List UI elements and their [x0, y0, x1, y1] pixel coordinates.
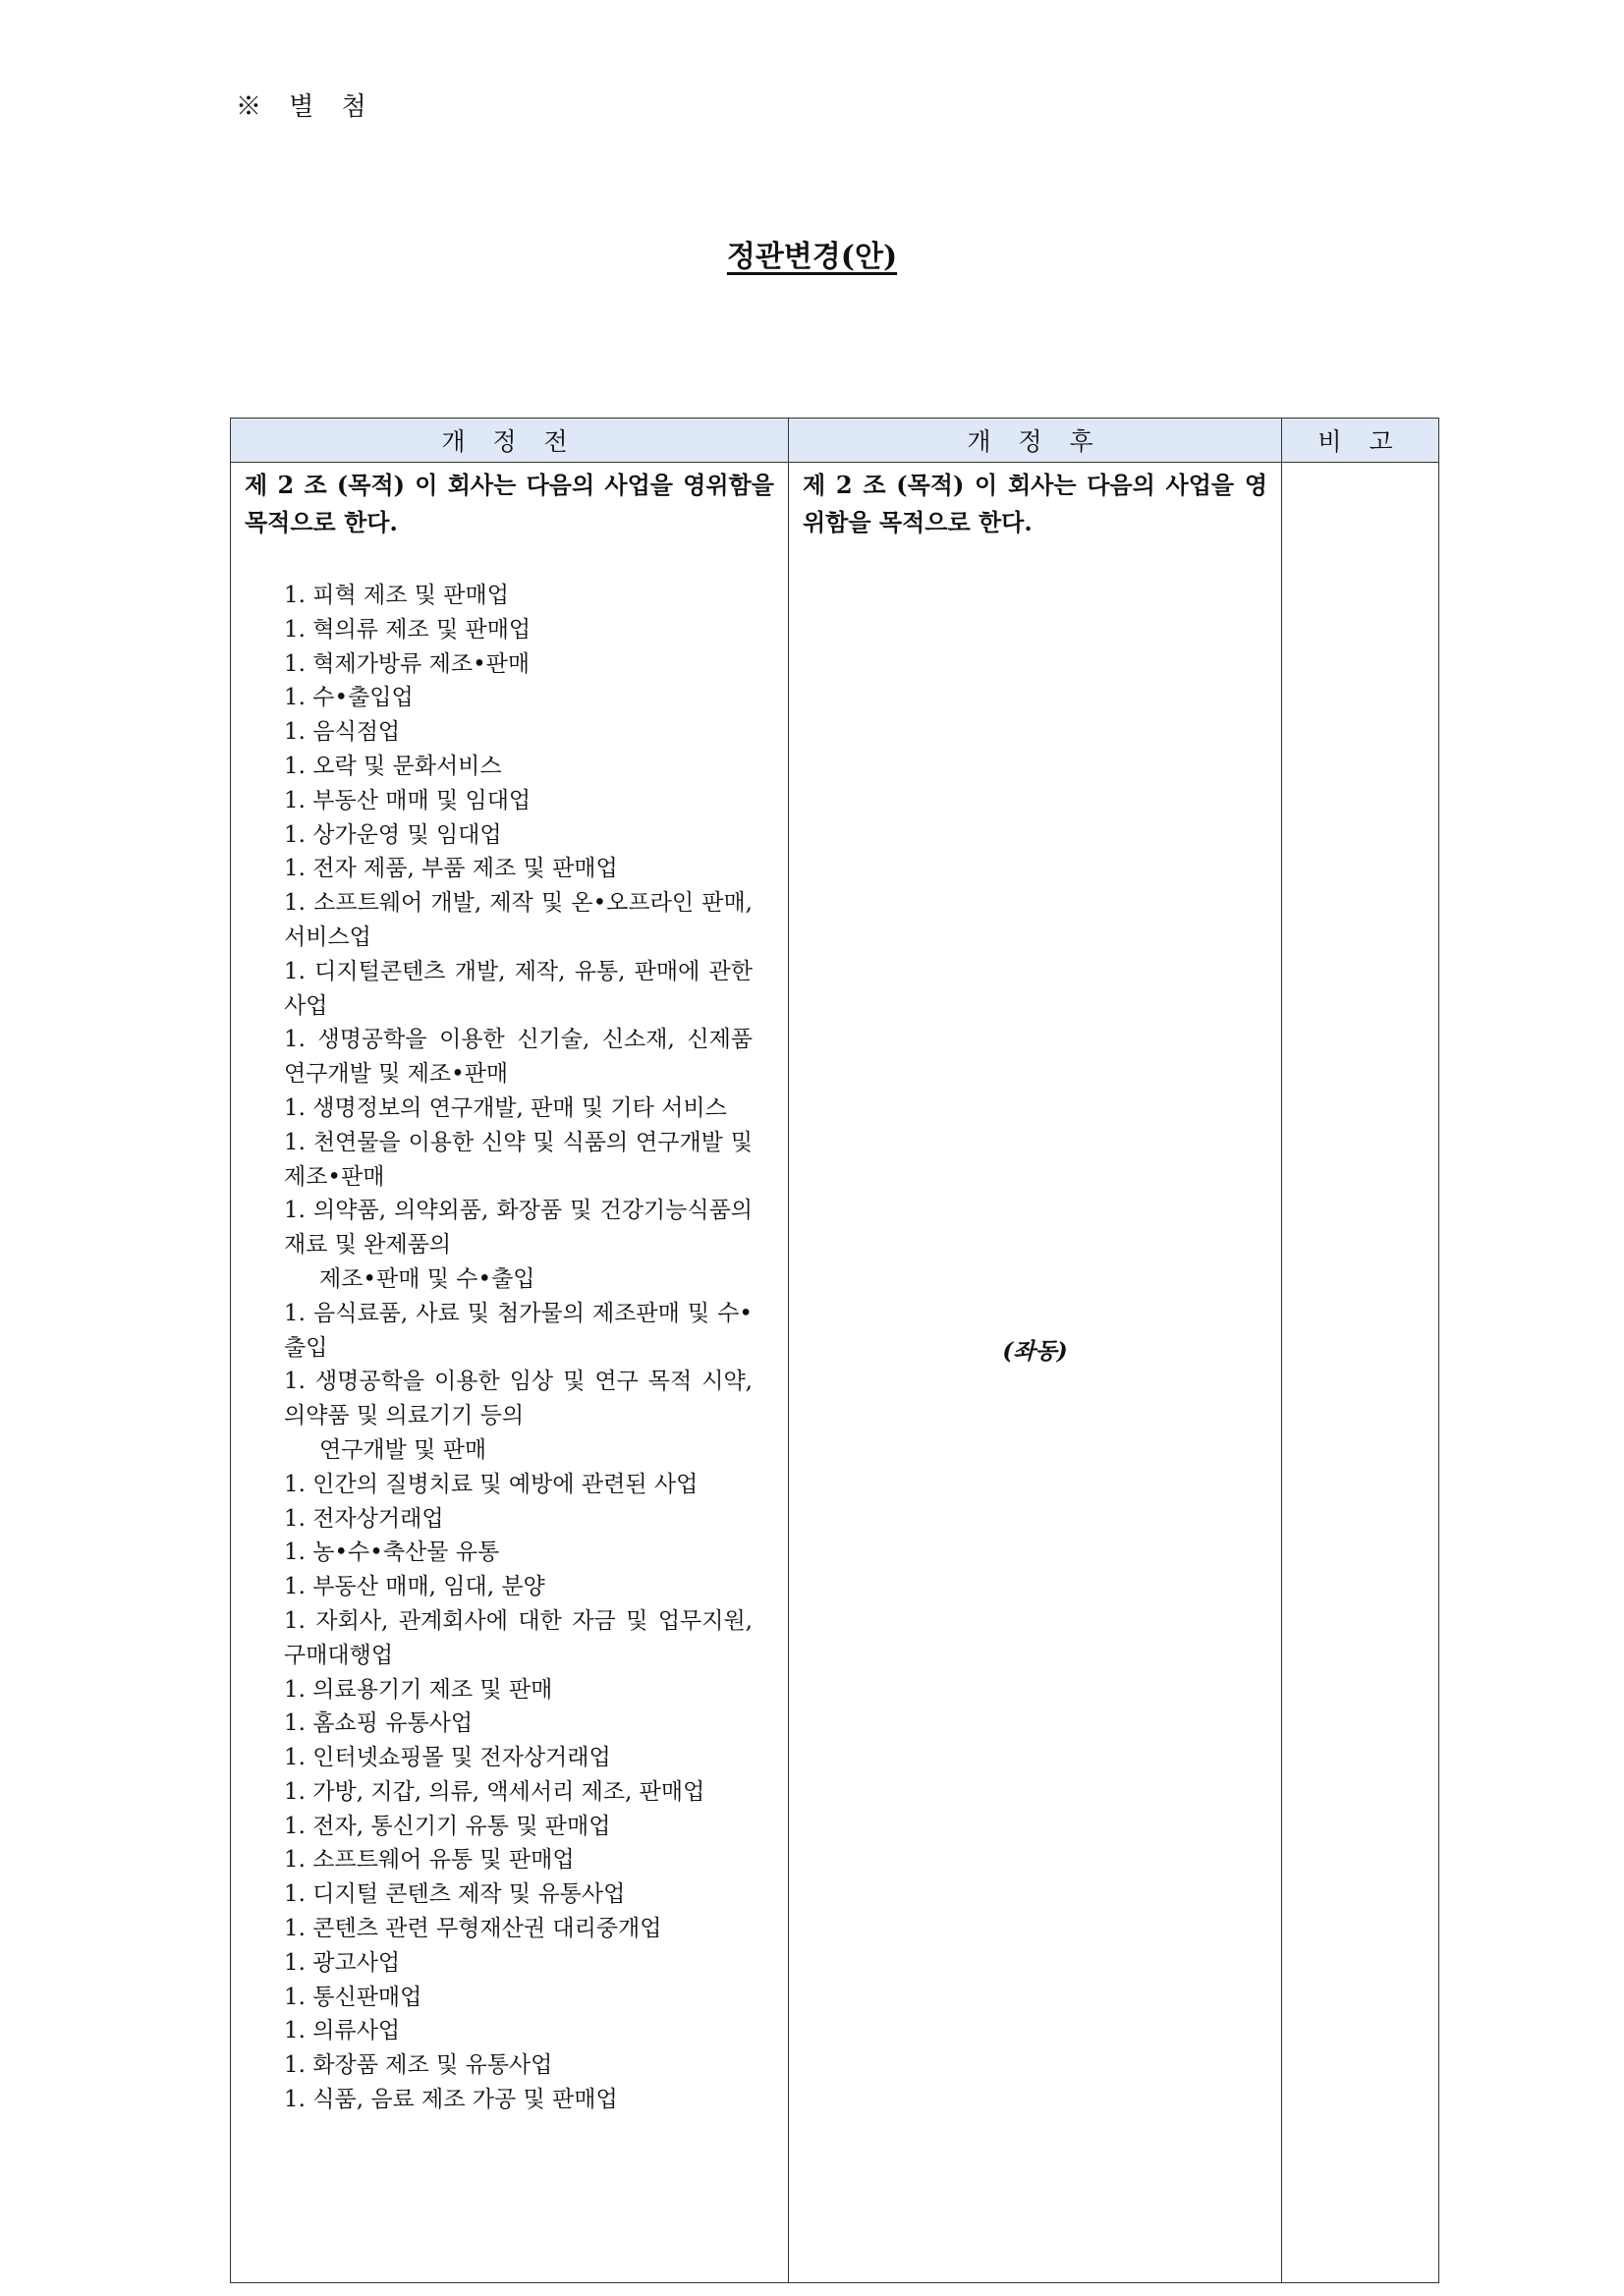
list-item: 1. 부동산 매매, 임대, 분양	[284, 1574, 545, 1600]
list-item: 1. 피혁 제조 및 판매업	[284, 583, 509, 608]
list-item: 1. 디지털콘텐츠 개발, 제작, 유통, 판매에 관한 사업	[284, 958, 753, 1019]
list-item: 1. 의약품, 의약외품, 화장품 및 건강기능식품의 재료 및 완제품의	[284, 1198, 753, 1259]
list-item: 제조•판매 및 수•출입	[319, 1265, 535, 1292]
list-item: 1. 농•수•축산물 유통	[284, 1540, 500, 1566]
same-as-left-note: (좌동)	[1002, 1338, 1068, 1365]
list-item: 1. 자회사, 관계회사에 대한 자금 및 업무지원,구매대행업	[284, 1607, 753, 1668]
list-item: 1. 화장품 제조 및 유통사업	[284, 2052, 553, 2079]
list-item: 1. 의료용기기 제조 및 판매	[284, 1676, 553, 1703]
list-item: 1. 생명공학을 이용한 임상 및 연구 목적 시약, 의약품 및 의료기기 등의	[284, 1369, 753, 1429]
remarks-cell	[1282, 463, 1439, 2283]
document-title-text: 정관변경(안)	[726, 240, 898, 274]
attachment-label: ※ 별 첨	[236, 92, 376, 122]
list-item: 1. 음식점업	[284, 719, 401, 746]
before-article-heading: 제 2 조 (목적) 이 회사는 다음의 사업을 영위함을 목적으로 한다.	[245, 471, 774, 536]
list-item: 1. 천연물을 이용한 신약 및 식품의 연구개발 및 제조•판매	[284, 1129, 753, 1190]
list-item: 1. 혁제가방류 제조•판매	[284, 650, 531, 677]
list-item: 1. 콘텐츠 관련 무형재산권 대리중개업	[284, 1916, 662, 1942]
list-item: 1. 식품, 음료 제조 가공 및 판매업	[284, 2087, 618, 2113]
document-title	[0, 232, 1624, 275]
list-item: 1. 가방, 지갑, 의류, 액세서리 제조, 판매업	[284, 1778, 705, 1805]
list-item: 1. 인간의 질병치료 및 예방에 관련된 사업	[284, 1471, 699, 1497]
list-item: 1. 생명정보의 연구개발, 판매 및 기타 서비스	[284, 1094, 727, 1121]
list-item: 1. 홈쇼핑 유통사업	[284, 1710, 474, 1737]
list-item: 1. 부동산 매매 및 임대업	[284, 787, 532, 813]
before-cell	[231, 463, 789, 2283]
list-item: 1. 통신판매업	[284, 1984, 422, 2010]
table-row	[231, 463, 1439, 2283]
header-after: 개 정 후	[789, 419, 1282, 463]
list-item: 1. 전자상거래업	[284, 1505, 444, 1532]
list-item: 1. 전자 제품, 부품 제조 및 판매업	[284, 856, 618, 882]
list-item: 1. 소프트웨어 유통 및 판매업	[284, 1847, 575, 1874]
list-item: 1. 음식료품, 사료 및 첨가물의 제조판매 및 수•출입	[284, 1300, 753, 1361]
list-item: 1. 전자, 통신기기 유통 및 판매업	[284, 1813, 611, 1839]
list-item: 1. 생명공학을 이용한 신기술, 신소재, 신제품 연구개발 및 제조•판매	[284, 1027, 753, 1088]
list-item: 1. 인터넷쇼핑몰 및 전자상거래업	[284, 1745, 611, 1771]
before-item-list	[231, 579, 788, 2117]
list-item: 1. 광고사업	[284, 1949, 401, 1976]
list-item: 1. 디지털 콘텐츠 제작 및 유통사업	[284, 1881, 626, 1908]
header-remarks: 비 고	[1282, 419, 1439, 463]
list-item: 1. 혁의류 제조 및 판매업	[284, 616, 532, 643]
after-cell	[789, 463, 1282, 2283]
after-article-heading: 제 2 조 (목적) 이 회사는 다음의 사업을 영위함을 목적으로 한다.	[803, 471, 1267, 536]
amendment-table	[230, 418, 1439, 2283]
list-item: 1. 수•출입업	[284, 685, 414, 711]
table-header-row	[231, 419, 1439, 463]
list-item: 1. 의류사업	[284, 2018, 401, 2044]
list-item: 연구개발 및 판매	[319, 1436, 487, 1463]
header-before: 개 정 전	[231, 419, 789, 463]
list-item: 1. 오락 및 문화서비스	[284, 753, 502, 779]
list-item: 1. 소프트웨어 개발, 제작 및 온•오프라인 판매, 서비스업	[284, 890, 753, 950]
list-item: 1. 상가운영 및 임대업	[284, 821, 502, 848]
